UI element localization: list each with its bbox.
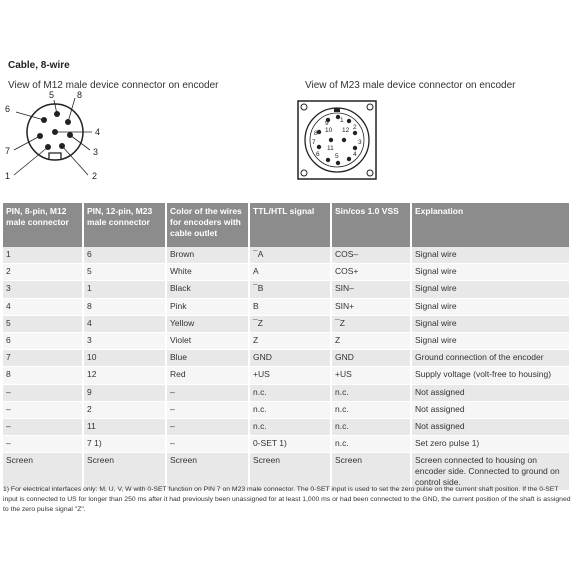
cell-wire-color: – — [166, 418, 249, 435]
cell-explanation: Not assigned — [411, 418, 570, 435]
cell-m12-pin: 7 — [3, 350, 83, 367]
header-m12-pin: PIN, 8-pin, M12 male connector — [3, 203, 83, 247]
table-row — [3, 247, 570, 264]
m23-pin-3: 3 — [358, 139, 362, 146]
cell-wire-color: Brown — [166, 247, 249, 264]
cell-m23-pin: 6 — [83, 247, 166, 264]
cell-ttl-htl-signal: Screen — [249, 453, 331, 491]
cell-sincos-signal: n.c. — [331, 401, 411, 418]
cell-sincos-signal: +US — [331, 367, 411, 384]
cell-ttl-htl-signal: n.c. — [249, 401, 331, 418]
cell-m12-pin: 2 — [3, 264, 83, 281]
table-row — [3, 264, 570, 281]
footnote: 1) For electrical interfaces only: M, U, V, W with 0-SET function on PIN 7 on M23 male connector. The 0-SET input is used to set the zero pulse on the current shaft position. If the 0-SET input is connected to US for longer than 250 ms after it had previously been unassigned for at least 1,000 ms or had been connected to the GND, the current position of the shaft is assigned to the zero pulse signal "Z". — [3, 486, 571, 513]
cell-ttl-htl-signal: +US — [249, 367, 331, 384]
table-row — [3, 401, 570, 418]
cell-wire-color: Red — [166, 367, 249, 384]
header-sincos-signal: Sin/cos 1.0 VSS — [331, 203, 411, 247]
cell-ttl-htl-signal: 0-SET 1) — [249, 436, 331, 453]
cell-m12-pin: 6 — [3, 332, 83, 349]
cell-sincos-signal: COS– — [331, 247, 411, 264]
m12-connector-diagram — [0, 90, 120, 185]
cell-m23-pin: 8 — [83, 298, 166, 315]
cell-sincos-signal: Z — [331, 332, 411, 349]
m12-pin-2: 2 — [92, 171, 98, 181]
table-row — [3, 384, 570, 401]
cell-wire-color: Yellow — [166, 315, 249, 332]
header-ttl-htl-signal: TTL/HTL signal — [249, 203, 331, 247]
m23-view-label: View of M23 male device connector on encoder — [305, 80, 516, 91]
cell-ttl-htl-signal: n.c. — [249, 418, 331, 435]
cell-wire-color: Blue — [166, 350, 249, 367]
cell-explanation: Supply voltage (volt-free to housing) — [411, 367, 570, 384]
cell-wire-color: Pink — [166, 298, 249, 315]
m23-pin-9: 9 — [325, 120, 329, 127]
table-row — [3, 298, 570, 315]
cell-ttl-htl-signal: n.c. — [249, 384, 331, 401]
section-heading: Cable, 8-wire — [8, 60, 70, 71]
table-row — [3, 332, 570, 349]
cell-sincos-signal: n.c. — [331, 418, 411, 435]
cell-m12-pin: – — [3, 418, 83, 435]
m23-pin-11: 11 — [327, 145, 334, 152]
table-row — [3, 350, 570, 367]
pin-assignment-table — [3, 203, 571, 491]
cell-m23-pin: Screen — [83, 453, 166, 491]
table-row — [3, 367, 570, 384]
cell-explanation: Ground connection of the encoder — [411, 350, 570, 367]
m12-pin-8: 8 — [77, 90, 83, 100]
cell-ttl-htl-signal: ¯Z — [249, 315, 331, 332]
m23-pin-12: 12 — [342, 127, 350, 134]
cell-m23-pin: 4 — [83, 315, 166, 332]
cell-explanation: Signal wire — [411, 315, 570, 332]
m23-pin-5: 5 — [335, 153, 339, 160]
cell-sincos-signal: Screen — [331, 453, 411, 491]
cell-wire-color: – — [166, 436, 249, 453]
header-wire-color: Color of the wires for encoders with cable outlet — [166, 203, 249, 247]
cell-sincos-signal: SIN+ — [331, 298, 411, 315]
table-row — [3, 281, 570, 298]
cell-m12-pin: – — [3, 401, 83, 418]
cell-m23-pin: 9 — [83, 384, 166, 401]
cell-m12-pin: 1 — [3, 247, 83, 264]
cell-sincos-signal: GND — [331, 350, 411, 367]
cell-wire-color: Screen — [166, 453, 249, 491]
cell-m12-pin: – — [3, 384, 83, 401]
table-row — [3, 315, 570, 332]
cell-explanation: Not assigned — [411, 401, 570, 418]
cell-m23-pin: 5 — [83, 264, 166, 281]
cell-wire-color: – — [166, 384, 249, 401]
cell-explanation: Not assigned — [411, 384, 570, 401]
cell-m23-pin: 3 — [83, 332, 166, 349]
m23-connector-diagram — [295, 98, 380, 183]
m12-view-label: View of M12 male device connector on encoder — [8, 80, 219, 91]
cell-explanation: Set zero pulse 1) — [411, 436, 570, 453]
cell-m23-pin: 12 — [83, 367, 166, 384]
m12-pin-5: 5 — [49, 90, 55, 100]
cell-m23-pin: 10 — [83, 350, 166, 367]
m23-pin-10: 10 — [325, 127, 333, 134]
cell-sincos-signal: n.c. — [331, 384, 411, 401]
cell-wire-color: Violet — [166, 332, 249, 349]
cell-m12-pin: – — [3, 436, 83, 453]
table-header-row — [3, 203, 570, 247]
m23-pin-8: 8 — [314, 130, 318, 137]
cell-m12-pin: 8 — [3, 367, 83, 384]
table-row — [3, 418, 570, 435]
header-m23-pin: PIN, 12-pin, M23 male connector — [83, 203, 166, 247]
cell-wire-color: White — [166, 264, 249, 281]
cell-explanation: Signal wire — [411, 247, 570, 264]
cell-wire-color: – — [166, 401, 249, 418]
table-row — [3, 436, 570, 453]
m12-pin-4: 4 — [95, 127, 101, 137]
m12-pin-6: 6 — [5, 104, 11, 114]
cell-explanation: Signal wire — [411, 298, 570, 315]
m12-pin-7: 7 — [5, 146, 11, 156]
m12-pin-3: 3 — [93, 147, 99, 157]
cell-ttl-htl-signal: GND — [249, 350, 331, 367]
cell-wire-color: Black — [166, 281, 249, 298]
cell-sincos-signal: COS+ — [331, 264, 411, 281]
cell-m12-pin: 3 — [3, 281, 83, 298]
cell-m23-pin: 7 1) — [83, 436, 166, 453]
cell-explanation: Signal wire — [411, 281, 570, 298]
cell-m12-pin: 4 — [3, 298, 83, 315]
m23-pin-1: 1 — [340, 117, 344, 124]
cell-m23-pin: 2 — [83, 401, 166, 418]
cell-m23-pin: 11 — [83, 418, 166, 435]
m23-pin-6: 6 — [316, 151, 320, 158]
m23-pin-2: 2 — [353, 124, 357, 131]
header-explanation: Explanation — [411, 203, 570, 247]
m23-pin-4: 4 — [353, 151, 357, 158]
cell-ttl-htl-signal: ¯A — [249, 247, 331, 264]
cell-explanation: Screen connected to housing on encoder side. Connected to ground on control side. — [411, 453, 570, 491]
cell-sincos-signal: n.c. — [331, 436, 411, 453]
cell-m12-pin: 5 — [3, 315, 83, 332]
cell-sincos-signal: ¯Z — [331, 315, 411, 332]
cell-ttl-htl-signal: B — [249, 298, 331, 315]
m12-pin-1: 1 — [5, 171, 11, 181]
cell-explanation: Signal wire — [411, 264, 570, 281]
cell-ttl-htl-signal: A — [249, 264, 331, 281]
cell-explanation: Signal wire — [411, 332, 570, 349]
cell-sincos-signal: SIN– — [331, 281, 411, 298]
cell-ttl-htl-signal: Z — [249, 332, 331, 349]
cell-ttl-htl-signal: ¯B — [249, 281, 331, 298]
m23-pin-7: 7 — [312, 139, 316, 146]
cell-m23-pin: 1 — [83, 281, 166, 298]
cell-m12-pin: Screen — [3, 453, 83, 491]
